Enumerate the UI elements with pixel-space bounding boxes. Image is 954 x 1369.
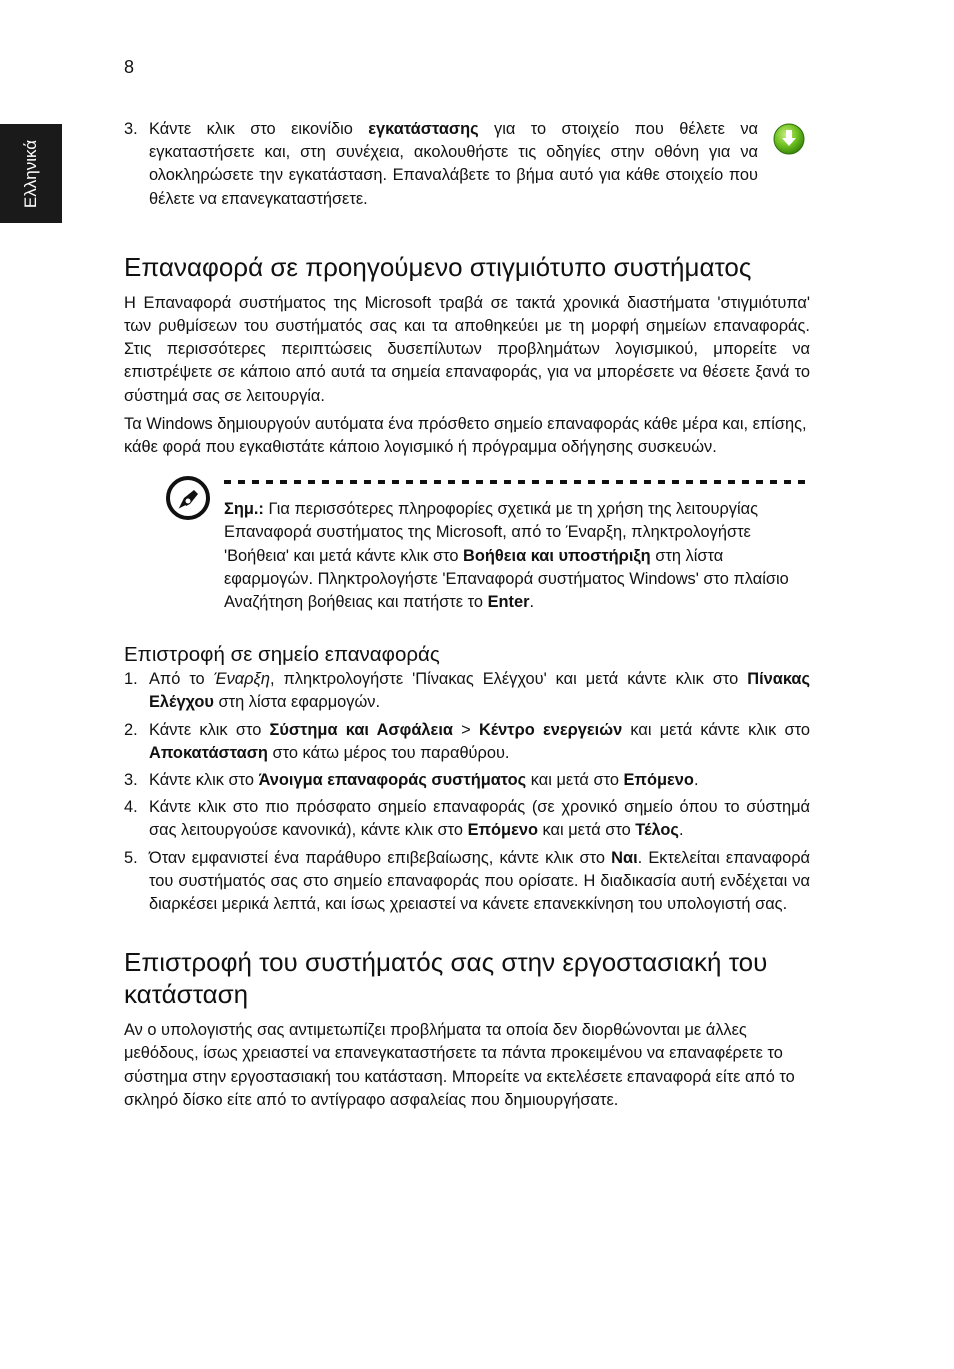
section-title-restore-point: Επαναφορά σε προηγούμενο στιγμιότυπο συστήματος [124, 251, 752, 282]
list-item: 5. Όταν εμφανιστεί ένα παράθυρο επιβεβαίωσης, κάντε κλικ στο Ναι. Εκτελείται επαναφορά του συστήματός σας στο σημείο επαναφοράς που ορίσατε. Η διαδικασία αυτή ενδέχεται να διαρκέσει μερικά λεπτά, και ίσως χρειαστεί να κάνετε επανεκκίνηση του υπολογιστή σας. [124, 848, 810, 914]
language-side-tab [0, 124, 62, 223]
note-dotted-rule [224, 474, 810, 494]
section-title-factory-reset: Επιστροφή του συστήματός σας στην εργοστασιακή του κατάσταση [124, 947, 768, 1010]
list-item: 1. Από το Έναρξη, πληκτρολογήστε 'Πίνακας Ελέγχου' και μετά κάντε κλικ στο Πίνακας Ελέγχου στη λίστα εφαρμογών. [124, 670, 811, 712]
list-item: 3. Κάντε κλικ στο εικονίδιο εγκατάστασης για το στοιχείο που θέλετε να εγκαταστήσετε και, στη συνέχεια, ακολουθήστε τις οδηγίες στην οθόνη για να ολοκληρώσετε την εγκατάσταση. Επαναλάβετε το βήμα αυτό για κάθε στοιχείο που θέλετε να επανεγκαταστήσετε. [124, 118, 810, 211]
install-icon [772, 122, 806, 156]
note-box [164, 474, 810, 614]
side-tab-label: Ελληνικά [21, 139, 40, 208]
list-item: 3. Κάντε κλικ στο Άνοιγμα επαναφοράς συστήματος και μετά στο Επόμενο. [124, 771, 699, 790]
note-text: Σημ.: Για περισσότερες πληροφορίες σχετικά με τη χρήση της λειτουργίας Επαναφορά συστήματος της Microsoft, από το Έναρξη, πληκτρολογήστε 'Βοήθεια' και μετά κάντε κλικ στο Βοήθεια και υποστήριξη στη λίστα εφαρμογών. Πληκτρολογήστε 'Επαναφορά συστήματος Windows' στο πλαίσιο Αναζήτηση βοήθειας και πατήστε το Enter. [224, 500, 789, 612]
paragraph: Τα Windows δημιουργούν αυτόματα ένα πρόσθετο σημείο επαναφοράς κάθε μέρα και, επίσης, κάθε φορά που εγκαθιστάτε κάποιο λογισμικό ή πρόγραμμα οδήγησης συσκευών. [124, 414, 807, 457]
step-number: 3. [124, 120, 138, 138]
list-item: 2. Κάντε κλικ στο Σύστημα και Ασφάλεια > Κέντρο ενεργειών και μετά κάντε κλικ στο Αποκατάσταση στο κάτω μέρος του παραθύρου. [124, 720, 810, 762]
note-icon [164, 474, 212, 522]
page-number: 8 [124, 57, 135, 77]
page-content [124, 118, 810, 1112]
paragraph: Αν ο υπολογιστής σας αντιμετωπίζει προβλήματα τα οποία δεν διορθώνονται με άλλες μεθόδους, ίσως χρειαστεί να επανεγκαταστήσετε τα πάντα προκειμένου να επαναφέρετε το σύστημα στην εργοστασιακή του κατάσταση. Μπορείτε να εκτελέσετε επαναφορά είτε από το σκληρό δίσκο είτε από το αντίγραφο ασφαλείας που δημιουργήσατε. [124, 1021, 795, 1109]
subsection-title: Επιστροφή σε σημείο επαναφοράς [124, 643, 440, 667]
list-item: 4. Κάντε κλικ στο πιο πρόσφατο σημείο επαναφοράς (σε χρονικό σημείο όπου το σύστημά σας λειτουργούσε κανονικά), κάντε κλικ στο Επόμενο και μετά στο Τέλος. [124, 798, 810, 840]
previous-steps-list [124, 118, 810, 211]
restore-steps-list [124, 668, 810, 916]
paragraph: Η Επαναφορά συστήματος της Microsoft τραβά σε τακτά χρονικά διαστήματα 'στιγμιότυπα' των ρυθμίσεων του συστήματός σας και τα αποθηκεύει με τη μορφή σημείων επαναφοράς. Στις περισσότερες περιπτώσεις δυσεπίλυτων προβλημάτων λογισμικού, μπορείτε να επιστρέψετε σε κάποιο από αυτά τα σημεία επαναφοράς, για να μπορέσετε να θέσετε ξανά το σύστημά σας σε λειτουργία. [124, 293, 810, 405]
